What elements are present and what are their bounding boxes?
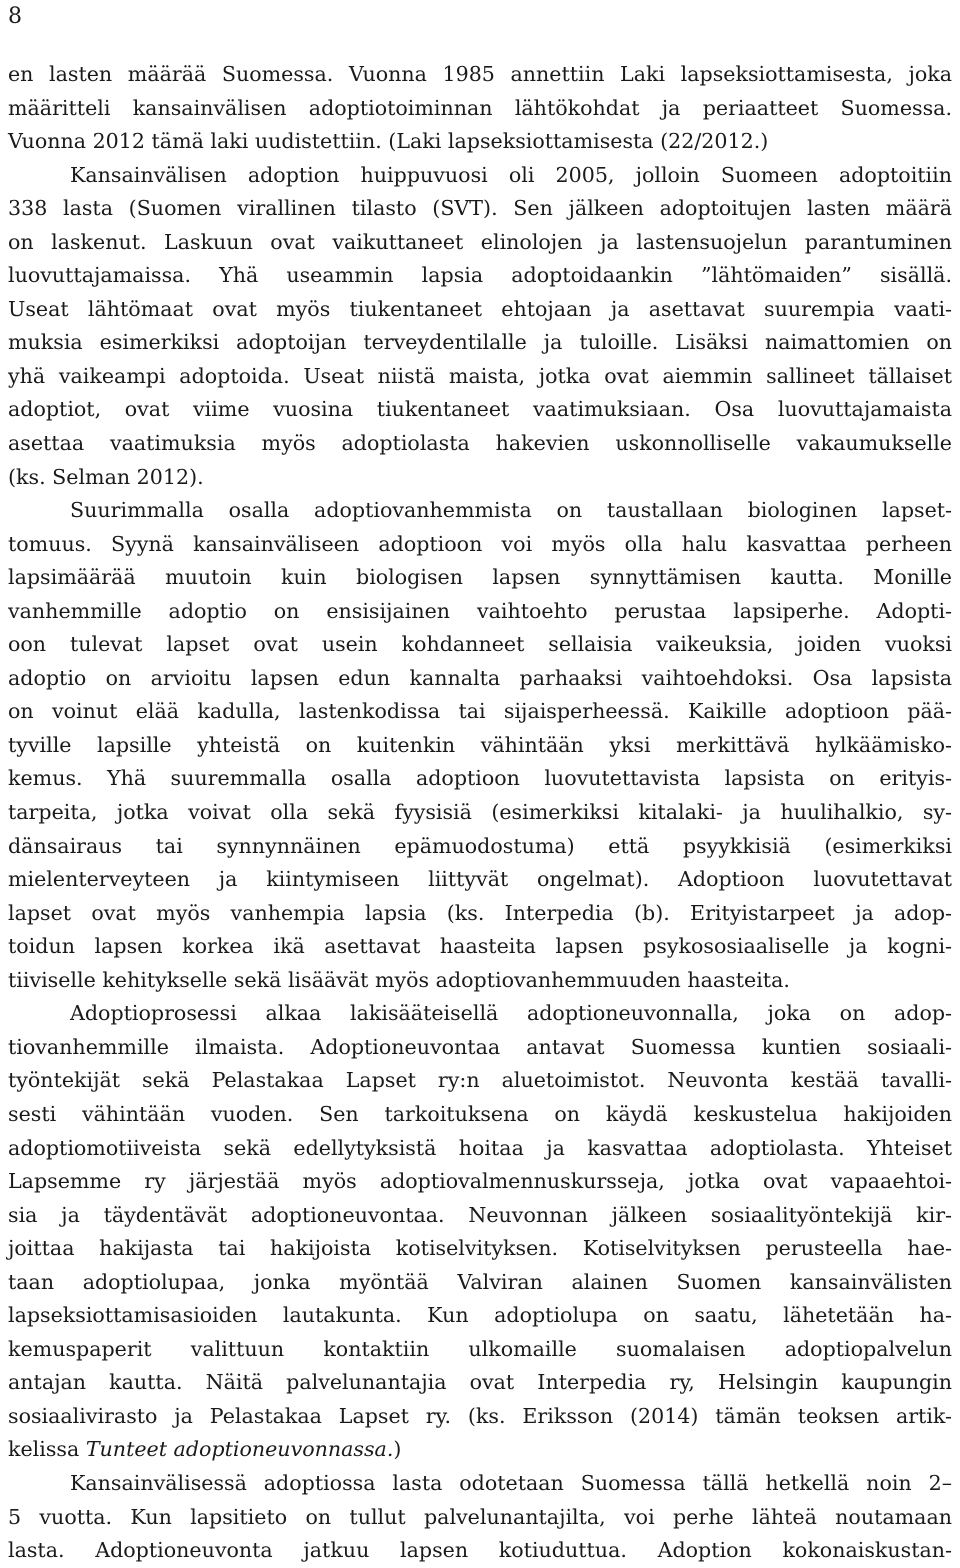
text-line: on voinut elää kadulla, lastenkodissa tai sijaisperheessä. Kaikille adoptioon pää- <box>8 699 952 724</box>
text-line: antajan kautta. Näitä palvelunantajia ovat Interpedia ry, Helsingin kaupungin <box>8 1370 952 1395</box>
text-line: oon tulevat lapset ovat usein kohdanneet sellaisia vaikeuksia, joiden vuoksi <box>8 632 952 657</box>
text-line-start: kelissa <box>8 1437 86 1462</box>
article-title: Tunteet adoptioneuvonnassa. <box>85 1437 394 1462</box>
text-line: asettaa vaatimuksia myös adoptiolasta hakevien uskonnolliselle vakaumukselle <box>8 431 952 456</box>
text-line: Kansainvälisessä adoptiossa lasta odotetaan Suomessa tällä hetkellä noin 2– <box>70 1470 952 1495</box>
text-line: työntekijät sekä Pelastakaa Lapset ry:n aluetoimistot. Neuvonta kestää tavalli- <box>8 1068 952 1093</box>
text-line: Adoptioprosessi alkaa lakisääteisellä adoptioneuvonnalla, joka on adop- <box>70 1001 952 1026</box>
text-line: kemus. Yhä suuremmalla osalla adoptioon luovutettavista lapsista on erityis- <box>8 766 952 791</box>
text-line: adoptiomotiiveista sekä edellytyksistä hoitaa ja kasvattaa adoptiolasta. Yhteiset <box>8 1135 952 1160</box>
body-text <box>8 58 952 1568</box>
text-line: tarpeita, jotka voivat olla sekä fyysisiä (esimerkiksi kitalaki- ja huulihalkio, sy- <box>8 800 952 825</box>
text-line: (ks. Selman 2012). <box>8 464 204 489</box>
text-line: mielenterveyteen ja kiintymiseen liittyvät ongelmat). Adoptioon luovutettavat <box>8 867 952 892</box>
page-number: 8 <box>8 4 22 29</box>
text-line: Useat lähtömaat ovat myös tiukentaneet ehtojaan ja asettavat suurempia vaati- <box>8 296 952 321</box>
text-line: sia ja täydentävät adoptioneuvontaa. Neuvonnan jälkeen sosiaalityöntekijä kir- <box>8 1202 952 1227</box>
text-line: kemuspaperit valittuun kontaktiin ulkomaille suomalaisen adoptiopalvelun <box>8 1336 952 1361</box>
text-line: adoptiot, ovat viime vuosina tiukentaneet vaatimuksiaan. Osa luovuttajamaista <box>8 397 952 422</box>
text-line: on laskenut. Laskuun ovat vaikuttaneet elinolojen ja lastensuojelun parantuminen <box>8 229 952 254</box>
text-line: Lapsemme ry järjestää myös adoptiovalmennuskursseja, jotka ovat vapaaehtoi- <box>8 1169 952 1194</box>
text-line: Suurimmalla osalla adoptiovanhemmista on taustallaan biologinen lapset- <box>70 498 952 523</box>
text-line: taan adoptiolupaa, jonka myöntää Valviran alainen Suomen kansainvälisten <box>8 1269 952 1294</box>
text-line: tyville lapsille yhteistä on kuitenkin vähintään yksi merkittävä hylkäämisko- <box>8 732 952 757</box>
text-line: yhä vaikeampi adoptoida. Useat niistä maista, jotka ovat aiemmin sallineet tällaiset <box>8 363 952 388</box>
text-line: sesti vähintään vuoden. Sen tarkoituksena on käydä keskustelua hakijoiden <box>8 1101 952 1126</box>
text-line: lapseksiottamisasioiden lautakunta. Kun adoptiolupa on saatu, lähetetään ha- <box>8 1303 952 1328</box>
text-line: muksia esimerkiksi adoptoijan terveydentilalle ja tuloille. Lisäksi naimattomien on <box>8 330 952 355</box>
text-line: adoptio on arvioitu lapsen edun kannalta parhaaksi vaihtoehdoksi. Osa lapsista <box>8 665 952 690</box>
text-line: tomuus. Syynä kansainväliseen adoptioon voi myös olla halu kasvattaa perheen <box>8 531 952 556</box>
text-line: lasta. Adoptioneuvonta jatkuu lapsen kotiuduttua. Adoption kokonaiskustan- <box>8 1538 952 1563</box>
text-line: sosiaalivirasto ja Pelastakaa Lapset ry. (ks. Eriksson (2014) tämän teoksen artik- <box>8 1403 952 1428</box>
text-line: Vuonna 2012 tämä laki uudistettiin. (Laki lapseksiottamisesta (22/2012.) <box>8 129 769 154</box>
text-line: en lasten määrää Suomessa. Vuonna 1985 annettiin Laki lapseksiottamisesta, joka <box>8 62 952 86</box>
closing-paren: ) <box>393 1437 402 1462</box>
document-page <box>8 0 952 1563</box>
text-line: Kansainvälisen adoption huippuvuosi oli 2005, jolloin Suomeen adoptoitiin <box>70 162 952 187</box>
text-line: vanhemmille adoptio on ensisijainen vaihtoehto perustaa lapsiperhe. Adopti- <box>8 598 952 623</box>
text-line: luovuttajamaissa. Yhä useammin lapsia adoptoidaankin ”lähtömaiden” sisällä. <box>8 263 952 288</box>
text-line: lapset ovat myös vanhempia lapsia (ks. Interpedia (b). Erityistarpeet ja adop- <box>8 900 952 925</box>
text-line: 5 vuotta. Kun lapsitieto on tullut palvelunantajilta, voi perhe lähteä noutamaan <box>8 1504 952 1529</box>
text-line: lapsimäärää muutoin kuin biologisen lapsen synnyttämisen kautta. Monille <box>8 565 952 590</box>
text-line: toidun lapsen korkea ikä asettavat haasteita lapsen psykososiaaliselle ja kogni- <box>8 934 952 959</box>
text-line: tiiviselle kehitykselle sekä lisäävät myös adoptiovanhemmuuden haasteita. <box>8 967 790 992</box>
text-line: joittaa hakijasta tai hakijoista kotiselvityksen. Kotiselvityksen perusteella hae- <box>8 1236 952 1261</box>
text-line: dänsairaus tai synnynnäinen epämuodostuma) että psyykkisiä (esimerkiksi <box>8 833 952 858</box>
text-line: 338 lasta (Suomen virallinen tilasto (SVT). Sen jälkeen adoptoitujen lasten määrä <box>8 196 952 221</box>
text-line: määritteli kansainvälisen adoptiotoiminnan lähtökohdat ja periaatteet Suomessa. <box>8 95 952 120</box>
text-line: tiovanhemmille ilmaista. Adoptioneuvontaa antavat Suomessa kuntien sosiaali- <box>8 1034 952 1059</box>
text-line-with-title <box>8 1433 952 1467</box>
